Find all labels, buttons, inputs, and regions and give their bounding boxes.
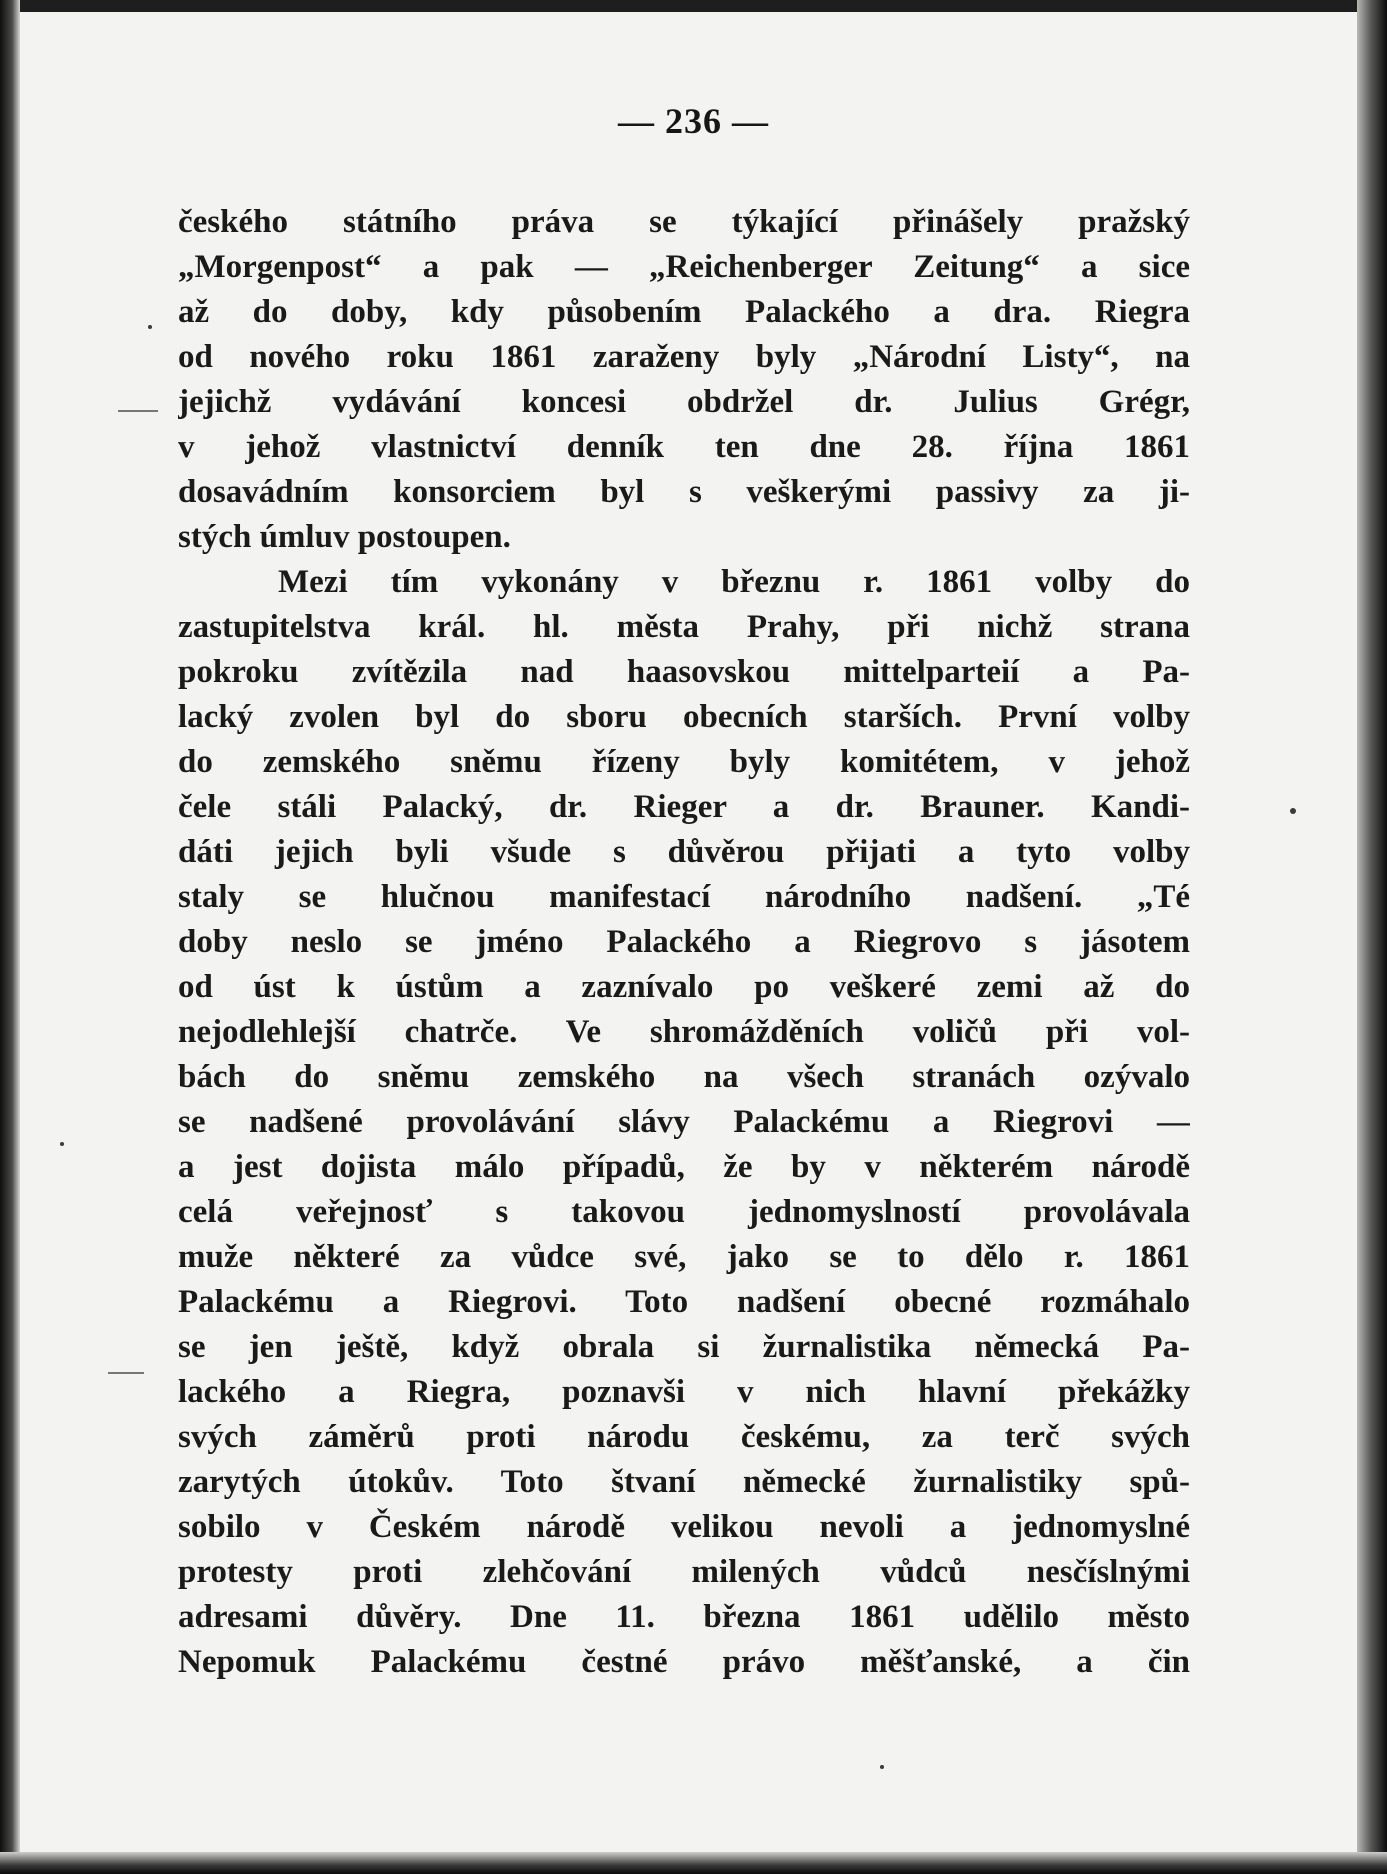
text-line: lackého a Riegra, poznavši v nich hlavní překážky xyxy=(178,1374,1190,1410)
text-line: dáti jejich byli všude s důvěrou přijati a tyto volby xyxy=(178,834,1190,870)
ink-speck xyxy=(1290,808,1296,814)
text-line: bách do sněmu zemského na všech stranách ozývalo xyxy=(178,1059,1190,1095)
ink-speck xyxy=(60,1142,64,1146)
text-line: a jest dojista málo případů, že by v některém národě xyxy=(178,1149,1190,1185)
text-line: staly se hlučnou manifestací národního nadšení. „Té xyxy=(178,879,1190,915)
text-line: stých úmluv postoupen. xyxy=(178,519,511,555)
text-line: sobilo v Českém národě velikou nevoli a jednomyslné xyxy=(178,1509,1190,1545)
text-line: doby neslo se jméno Palackého a Riegrovo s jásotem xyxy=(178,924,1190,960)
margin-mark xyxy=(108,1372,144,1374)
left-page-edge xyxy=(0,0,20,1874)
text-line: celá veřejnosť s takovou jednomyslností provolávala xyxy=(178,1194,1190,1230)
text-line: čele stáli Palacký, dr. Rieger a dr. Brauner. Kandi- xyxy=(178,789,1190,825)
text-line: zarytých útokův. Toto štvaní německé žurnalistiky spů- xyxy=(178,1464,1190,1500)
text-line: zastupitelstva král. hl. města Prahy, při nichž strana xyxy=(178,609,1190,645)
text-line: nejodlehlejší chatrče. Ve shromážděních voličů při vol- xyxy=(178,1014,1190,1050)
body-text xyxy=(178,200,1190,1685)
text-line: od nového roku 1861 zaraženy byly „Národní Listy“, na xyxy=(178,339,1190,375)
text-line: se nadšené provolávání slávy Palackému a Riegrovi — xyxy=(178,1104,1190,1140)
text-line: od úst k ústům a zaznívalo po veškeré zemi až do xyxy=(178,969,1190,1005)
text-line: jejichž vydávání koncesi obdržel dr. Julius Grégr, xyxy=(178,384,1190,420)
text-line: do zemského sněmu řízeny byly komitétem, v jehož xyxy=(178,744,1190,780)
paragraph-2 xyxy=(178,560,1190,1685)
text-line: adresami důvěry. Dne 11. března 1861 udělilo město xyxy=(178,1599,1190,1635)
text-line: pokroku zvítězila nad haasovskou mittelparteií a Pa- xyxy=(178,654,1190,690)
text-line: v jehož vlastnictví denník ten dne 28. října 1861 xyxy=(178,429,1190,465)
page-number: — 236 — xyxy=(618,101,769,141)
text-line: se jen ještě, když obrala si žurnalistika německá Pa- xyxy=(178,1329,1190,1365)
text-line: lacký zvolen byl do sboru obecních starších. První volby xyxy=(178,699,1190,735)
text-line: muže některé za vůdce své, jako se to dělo r. 1861 xyxy=(178,1239,1190,1275)
text-line: Nepomuk Palackému čestné právo měšťanské, a čin xyxy=(178,1644,1190,1680)
text-line: českého státního práva se týkající přinášely pražský xyxy=(178,204,1190,240)
paragraph-1 xyxy=(178,200,1190,560)
text-line: Palackému a Riegrovi. Toto nadšení obecné rozmáhalo xyxy=(178,1284,1190,1320)
text-line: „Morgenpost“ a pak — „Reichenberger Zeitung“ a sice xyxy=(178,249,1190,285)
ink-speck xyxy=(148,325,152,329)
margin-mark xyxy=(118,410,158,412)
text-line: protesty proti zlehčování milených vůdců nesčíslnými xyxy=(178,1554,1190,1590)
text-line: svých záměrů proti národu českému, za terč svých xyxy=(178,1419,1190,1455)
text-line: až do doby, kdy působením Palackého a dra. Riegra xyxy=(178,294,1190,330)
text-line: Mezi tím vykonány v březnu r. 1861 volby do xyxy=(278,564,1190,600)
right-page-edge xyxy=(1357,0,1387,1874)
text-line: dosavádním konsorciem byl s veškerými passivy za ji- xyxy=(178,474,1190,510)
bottom-page-edge xyxy=(0,1852,1387,1874)
ink-speck xyxy=(880,1765,884,1769)
